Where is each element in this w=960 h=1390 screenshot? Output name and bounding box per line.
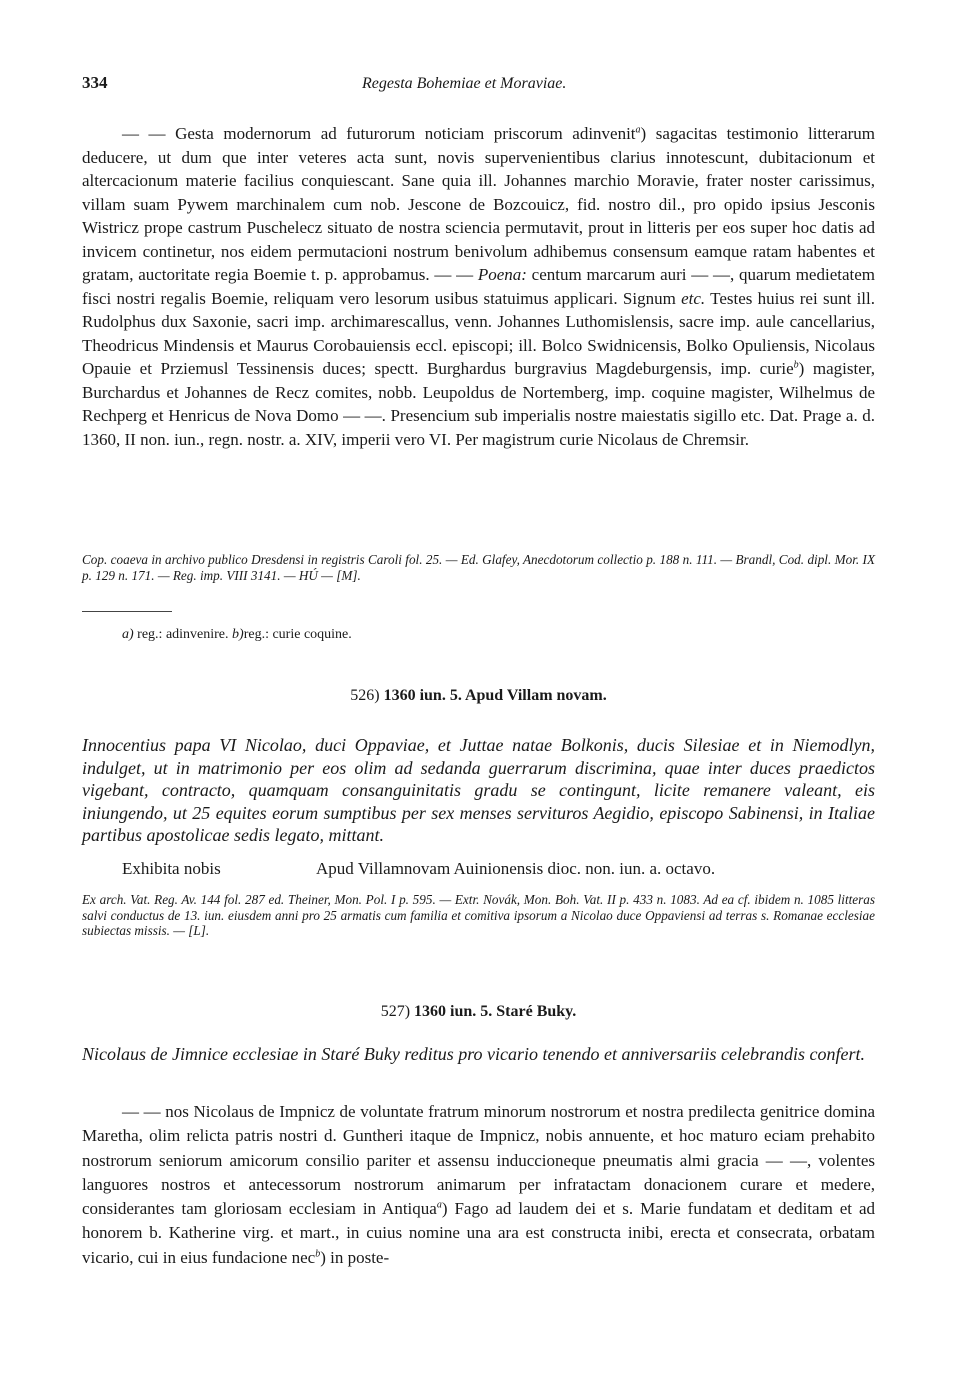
footnote-mark-b: b [793,359,799,371]
footnotes-525: a) reg.: adinvenire. b)reg.: curie coquine. [122,627,352,642]
exhibita-note: Exhibita nobis [122,859,221,878]
source-note-525: Cop. coaeva in archivo publico Dresdensi in registris Caroli fol. 25. — Ed. Glafey, Anecdotorum collectio p. 188 n. 111. — Brandl, Cod. dipl. Mor. IX p. 129 n. 171. — Reg. imp. VIII 3141. — HÚ — [M]. [82,552,875,583]
running-title: Regesta Bohemiae et Moraviae. [362,75,567,92]
page-header [82,73,878,97]
page-number: 334 [82,73,108,92]
dating-clause-526: Apud Villamnovam Auinionensis dioc. non. iun. a. octavo. [316,859,716,878]
footnote-rule [82,611,172,612]
charter-text-525: — — Gesta modernorum ad futurorum noticiam priscorum adinvenit$^a$) sagacitas testimonio litterarum deducere, ut dum que inter veteres acta sunt, novis supervenientibus clarius innotescunt, dubitacionum et altercacionum materie facilius conquiescant. Sane quia ill. Johannes marchio Moravie, frater noster carissimus, villam suam Pywem marchinalem cum nob. Jescone de Bozcouicz, fid. nostro dil., pro opido ipsius Jesconis Wistricz prope castrum Puschelecz situato de nostra sciencia permutavit, prout in litteris per eos super hoc datis ad invicem continetur, nos eidem permutacioni nostrum benivolum adhibemus consensum eamque ratam habentes et gratam, auctoritate regia Boemie t. p. approbamus. — — Poena: centum marcarum auri — —, quarum medietatem fisci nostri regalis Boemie, reliquam vero lesorum usibus statuimus applicari. Signum etc. Testes huius rei sunt ill. Rudolphus dux Saxonie, sacri imp. archimarescallus, venn. Johannes Luthomislensis, sacre imp. aule cancellarius, Theodricus Mindensis et Maurus Corobauiensis eccl. episcopi; ill. Bolco Swidnicensis, Bolko Opuliensis, Nicolaus Opauie et Prziemusl Tessinensis duces; spectt. Burghardus burgravius Magdeburgensis, imp. curie$^b$) magister, Burchardus et Johannes de Recz comites, nobb. Leupoldus de Nortemberg, imp. coquine magister, Wilhelmus de Rechperg et Henricus de Nova Domo — —. Presencium sub imperialis nostre maiestatis sigillo etc. Dat. Prage a. d. 1360, II non. iun., regn. nostr. a. XIV, imperii vero VI. Per magistrum curie Nicolaus de Chremsir. [82,124,876,449]
footnote-mark-a: a [635,124,641,136]
entry-heading-526: 526) 1360 iun. 5. Apud Villam novam. [350,687,607,704]
abstract-526: Innocentius papa VI Nicolao, duci Oppaviae, et Juttae natae Bolkonis, ducis Silesiae et in Niemodlyn, indulget, ut in matrimonio per eos olim ad sedanda guerrarum discrimina, quae inter duces praedictos vigebant, contracto, quamquam consanguinitatis gradu se contingunt, licite remanere valeant, eis iniungendo, ut 25 equites eorum sumptibus per sex menses servituros Aegidio, episcopo Sabinensi, in Italiae partibus apostolicae sedis legato, mittant. [82,735,875,845]
entry-heading-527: 527) 1360 iun. 5. Staré Buky. [380,1003,577,1020]
charter-text-527: — — nos Nicolaus de Impnicz de voluntate fratrum minorum nostrorum et nostra predilecta genitrice domina Maretha, olim relicta patris nostri d. Guntheri itaque de Impnicz, nobis annuente, et hoc maturo eciam prehabito nostrorum seniorum amicorum consilio pariter et assensu induccioneque pneumatis almi gracia — —, volentes languores nostros et antecessorum nostrorum animarum per infratactam donacionem curare et medere, considerantes tam gloriosam ecclesiam in Antiqua$^a$) Fago ad laudem dei et s. Marie fundatam et deditam et ad honorem b. Katherine virg. et mart., in cuius nomine una ara est constructa inibi, erecta et consecrata, orbatam vicario, cui in eius fundacione nec$^b$) in poste- [82,1102,875,1267]
abstract-527: Nicolaus de Jimnice ecclesiae in Staré Buky reditus pro vicario tenendo et anniversariis celebrandis confert. [82,1044,865,1064]
source-note-526: Ex arch. Vat. Reg. Av. 144 fol. 287 ed. Theiner, Mon. Pol. I p. 595. — Extr. Novák, Mon. Boh. Vat. II p. 433 n. 1083. Ad ea cf. ibidem n. 1085 litteras salvi conductus de 13. iun. eiusdem anni pro 25 armatis cum familia et comitiva ipsorum a Nicolao duce Oppaviensi ad terras s. Romanae ecclesiae subiectas missis. — [L]. [82,892,875,939]
